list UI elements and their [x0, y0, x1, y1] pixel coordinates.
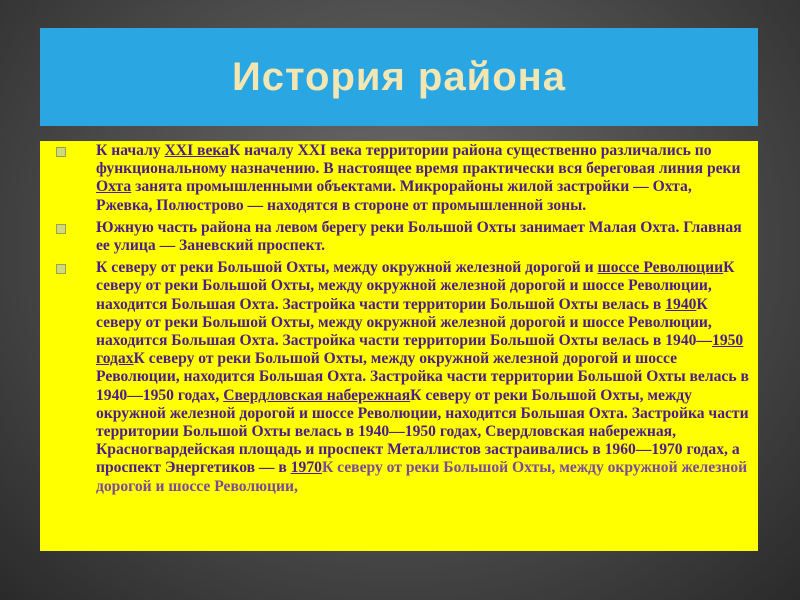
bullet-text: К северу от реки Большой Охты, между окружной железной дорогой и шоссе Революции, находится Большая Охта. Застройка части территории Большой Охты велась в: [96, 259, 735, 313]
bullet-text: Южную часть района на левом берегу реки Большой Охты занимает Малая Охта. Главная ее улица — Заневский проспект.: [96, 218, 742, 255]
title-bar: [40, 28, 758, 126]
list-item: [52, 142, 752, 215]
bullet-list: [52, 142, 752, 600]
bullet-text: К северу от реки Большой Охты, между окружной железной дорогой и шоссе Революции, находится Большая Охта. Застройка части территории Большой Охты велась в 1940—1950 годах,: [96, 350, 749, 404]
bullet-text: занята промышленными объектами. Микрорайоны жилой застройки — Охта, Ржевка, Полюстрово — находятся в стороне от промышленной зоны.: [96, 178, 692, 214]
link-1970[interactable]: 1970: [290, 459, 322, 477]
bullet-text: К северу от реки Большой Охты, между окружной железной дорогой и: [96, 259, 598, 277]
bullet-text: К началу XXI века территории района существенно различались по функциональному назначению. В настоящее время практически вся береговая линия реки: [96, 142, 741, 178]
bullet-text: К северу от реки Большой Охты, между окружной железной дорогой и шоссе Революции, находится Большая Охта. Застройка части территории Большой Охты велась в 1940—1950 годах, Свердловская набережная, Красногвардейская площадь и проспект Металлистов застраивались в 1960—1970 годах, а проспект Энергетиков — в: [96, 386, 749, 477]
bullet-square-icon: [56, 147, 66, 157]
bullet-square-icon: [56, 264, 66, 274]
list-item: [52, 219, 752, 255]
bullet-text: К северу от реки Большой Охты, между окружной железной дорогой и шоссе Революции, находится Большая Охта. Застройка части территории Большой Охты велась в 1940—: [96, 295, 713, 350]
link-1950s[interactable]: 1950 годах: [96, 332, 744, 368]
bullet-text: К северу от реки Большой Охты, между окружной железной дорогой и шоссе Революции,: [96, 459, 748, 495]
link-sverdlovsk-embankment[interactable]: Свердловская набережная: [223, 386, 411, 404]
bullet-text: К началу: [96, 142, 165, 159]
list-item: [52, 259, 752, 496]
link-xxi-century[interactable]: XXI века: [164, 142, 229, 159]
link-revolution-highway[interactable]: шоссе Революции: [597, 259, 724, 277]
bullet-square-icon: [56, 224, 66, 234]
link-okhta-river[interactable]: Охта: [96, 178, 132, 196]
link-1940[interactable]: 1940: [665, 295, 697, 313]
slide-title: История района: [231, 54, 567, 99]
